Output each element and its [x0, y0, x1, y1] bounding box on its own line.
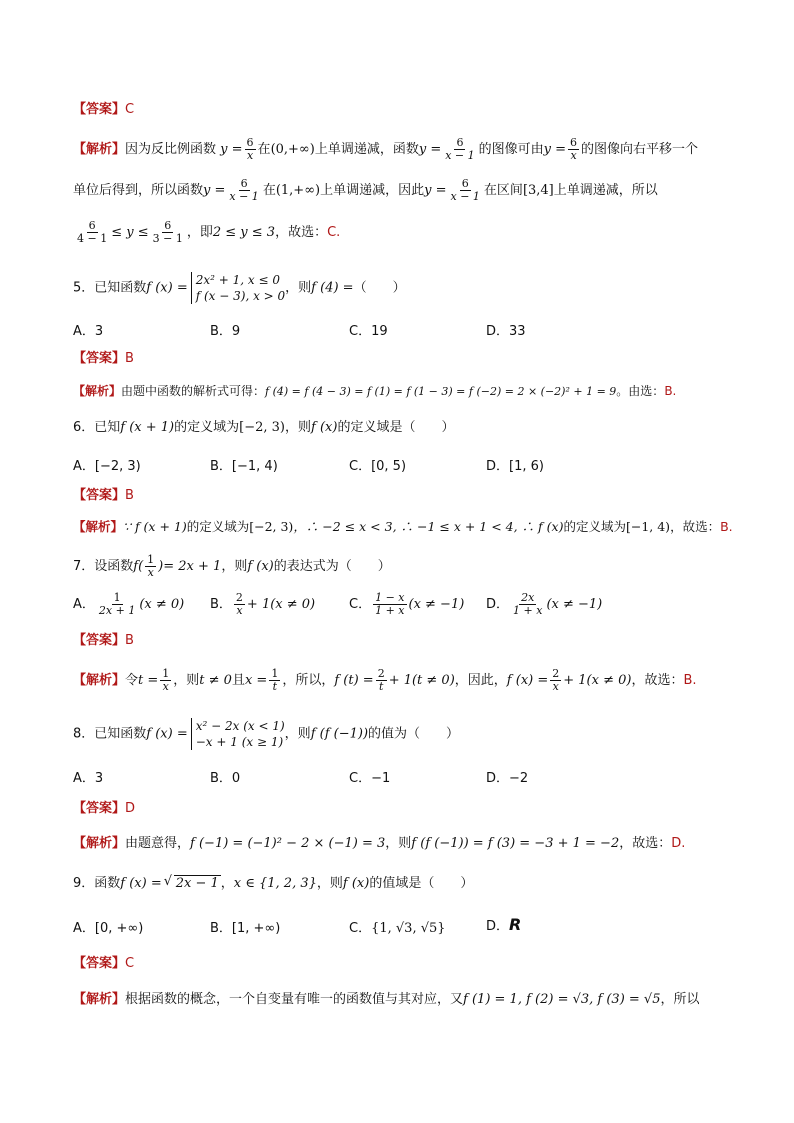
- math-inline: (0,+∞): [270, 142, 315, 157]
- text: ，故选：: [631, 673, 684, 688]
- text: ，则: [285, 420, 312, 435]
- q8-stem: [73, 718, 459, 750]
- q9-analysis-line: [73, 991, 700, 1009]
- text: 的值为（ ）: [368, 726, 460, 742]
- math-inline: [−2, 3): [249, 519, 294, 534]
- analysis-tag: 【解析】: [73, 384, 122, 398]
- math-inline: f (1) = 1, f (2) = √3, f (3) = √5: [463, 992, 661, 1007]
- case: −x + 1 (x ≥ 1): [195, 735, 284, 749]
- q5-option-d: D．33: [486, 324, 526, 339]
- text: ，则: [284, 726, 311, 742]
- math-inline: f (x) =: [506, 673, 549, 688]
- text: ，即: [186, 225, 213, 240]
- q9-option-c: [349, 917, 446, 936]
- math-inline: = 2x + 1: [163, 559, 222, 574]
- choice-value: C.: [327, 225, 341, 240]
- text: （ ）: [353, 280, 406, 296]
- text: ，故选：: [619, 836, 672, 851]
- math-inline: y =: [424, 183, 447, 198]
- math-inline: t =: [138, 673, 159, 688]
- fraction: $\frac{1}{x}$: [162, 667, 170, 693]
- answer-value: B: [125, 488, 134, 503]
- piecewise: [191, 718, 285, 750]
- text: ，则: [316, 876, 343, 891]
- q6-option-a: A．[−2, 3): [73, 459, 141, 474]
- analysis-tag: 【解析】: [73, 519, 124, 534]
- q8-option-d: D．−2: [486, 771, 529, 786]
- text: 的图像可由: [478, 142, 544, 157]
- math-inline: f (f (−1)) = f (3) = −3 + 1 = −2: [411, 836, 620, 851]
- q4-answer-line: [73, 101, 134, 119]
- math-inline: f (f (−1)): [310, 726, 369, 742]
- math-inline: x ∈ {1, 2, 3}: [233, 876, 317, 891]
- math-inline: t ≠ 0: [199, 673, 232, 688]
- q8-option-c: C．−1: [349, 771, 391, 786]
- case: x² − 2x (x < 1): [195, 719, 285, 733]
- q6-analysis-line: [73, 518, 733, 536]
- q5-option-c: C．19: [349, 324, 388, 339]
- fraction: $\frac{2}{t}$: [377, 667, 385, 693]
- math-inline: ): [158, 559, 164, 574]
- math-inline: f: [133, 559, 139, 574]
- text: 因为反比例函数: [125, 142, 217, 157]
- question-stem: 8．已知函数: [73, 726, 147, 742]
- q7-option-a: [73, 592, 184, 617]
- text: ，所以，: [282, 673, 335, 688]
- text: ，则: [285, 280, 312, 296]
- math-inline: + 1(x ≠ 0): [246, 597, 316, 612]
- q6-option-c: C．[0, 5): [349, 459, 407, 474]
- text: 令: [125, 673, 139, 688]
- math-inline: f (x + 1): [120, 420, 175, 435]
- text: 由题中函数的解析式可得：: [121, 384, 266, 398]
- q6-stem: [73, 419, 454, 437]
- q6-option-b: B．[−1, 4): [210, 459, 278, 474]
- text: ，故选：: [670, 519, 721, 534]
- fraction: $\frac{1}{x}$: [147, 553, 155, 579]
- math-inline: [−1, 4): [625, 519, 671, 534]
- q9-option-b: B．[1, +∞): [210, 921, 281, 936]
- text: 由题意得，: [125, 836, 191, 851]
- text: 在: [257, 142, 271, 157]
- fraction: $\frac{2x}{1 + x}$: [513, 591, 543, 617]
- option-label: B．: [210, 597, 232, 612]
- math-inline: (x ≠ 0): [139, 597, 185, 612]
- text: 上单调递减，函数: [314, 142, 419, 157]
- math-inline: f (x) =: [146, 726, 188, 742]
- fraction: $\frac{6}{x - 1}$: [450, 177, 480, 203]
- math-inline: ≤ y ≤: [111, 225, 149, 240]
- choice-value: B.: [664, 384, 677, 398]
- analysis-tag: 【解析】: [73, 673, 126, 688]
- q5-option-b: B．9: [210, 324, 241, 339]
- choice-value: B.: [683, 673, 697, 688]
- math-inline: x =: [244, 673, 268, 688]
- math-inline: {1, √3, √5}: [371, 921, 446, 936]
- question-stem: 9．函数: [73, 876, 121, 891]
- q7-stem: [73, 554, 391, 579]
- text: 上单调递减，因此: [320, 183, 425, 198]
- text: 的定义域为: [563, 519, 626, 534]
- math-inline: + 1(x ≠ 0): [563, 673, 632, 688]
- math-inline: 2 ≤ y ≤ 3: [212, 225, 276, 240]
- math-inline: (x ≠ −1): [408, 597, 465, 612]
- math-inline: [−2, 3): [239, 420, 285, 435]
- q4-analysis-line-2: [73, 178, 658, 203]
- text: 上单调递减，所以: [553, 183, 658, 198]
- fraction: $\frac{1 - x}{1 + x}$: [375, 591, 405, 617]
- q5-analysis-line: [73, 382, 676, 401]
- text: 单位后得到，所以函数: [73, 183, 204, 198]
- text: ，则: [385, 836, 412, 851]
- question-stem: 5．已知函数: [73, 280, 147, 296]
- math-inline: R: [509, 915, 522, 934]
- answer-value: D: [125, 801, 136, 816]
- q9-option-d: [486, 915, 521, 934]
- math-inline: f (x): [247, 559, 274, 574]
- text: 在: [262, 183, 276, 198]
- q8-option-b: B．0: [210, 771, 241, 786]
- fraction: $\frac{2}{x}$: [235, 591, 243, 617]
- answer-value: B: [125, 351, 134, 366]
- math-inline: [3,4]: [522, 183, 554, 198]
- math-inline: + 1(t ≠ 0): [388, 673, 455, 688]
- q5-answer-line: [73, 350, 134, 368]
- fraction: $\frac{6}{x - 1}$: [445, 136, 475, 162]
- answer-tag: 【答案】: [73, 351, 126, 366]
- text: ，: [220, 876, 234, 891]
- case: f (x − 3), x > 0: [195, 289, 286, 303]
- answer-value: C: [125, 102, 135, 117]
- text: ，故选：: [275, 225, 328, 240]
- text: 在区间: [483, 183, 523, 198]
- text: 且: [231, 673, 245, 688]
- q7-answer-line: [73, 632, 134, 650]
- option-label: C．: [349, 597, 372, 612]
- q6-option-d: D．[1, 6): [486, 459, 544, 474]
- analysis-tag: 【解析】: [73, 992, 126, 1007]
- math-inline: f (x) =: [120, 876, 162, 891]
- answer-value: C: [125, 956, 135, 971]
- text: 的表达式为（ ）: [273, 559, 391, 574]
- text: ，则: [221, 559, 248, 574]
- math-inline: f (x): [311, 420, 338, 435]
- math-inline: ，∴ −2 ≤ x < 3, ∴ −1 ≤ x + 1 < 4, ∴ f (x): [293, 519, 564, 534]
- q7-option-c: [349, 592, 464, 617]
- fraction: $\frac{6}{3 - 1}$: [152, 219, 183, 245]
- q8-option-a: A．3: [73, 771, 104, 786]
- q4-analysis-line-1: [73, 137, 698, 162]
- text: ，因此，: [454, 673, 507, 688]
- fraction: $\frac{6}{4 - 1}$: [77, 219, 108, 245]
- math-inline: y =: [220, 142, 243, 157]
- sqrt: [164, 875, 221, 893]
- math-inline: f (−1) = (−1)² − 2 × (−1) = 3: [190, 836, 386, 851]
- option-label: D．: [486, 919, 510, 934]
- option-label: C．: [349, 921, 372, 936]
- fraction: $\frac{1}{2x + 1}$: [98, 591, 136, 617]
- math-inline: (1,+∞): [275, 183, 321, 198]
- math-inline: y =: [203, 183, 226, 198]
- answer-tag: 【答案】: [73, 488, 126, 503]
- fraction: $\frac{6}{x - 1}$: [229, 177, 259, 203]
- option-label: D．: [486, 597, 510, 612]
- radicand: 2x − 1: [175, 876, 219, 891]
- q9-answer-line: [73, 955, 134, 973]
- math-inline: (: [138, 559, 144, 574]
- math-inline: (x ≠ −1): [546, 597, 603, 612]
- q5-option-a: A．3: [73, 324, 104, 339]
- q5-stem: [73, 272, 406, 304]
- text: 的定义域是（ ）: [337, 420, 455, 435]
- answer-value: B: [125, 633, 134, 648]
- q4-analysis-line-3: [73, 220, 340, 245]
- math-inline: f (4) =: [311, 280, 354, 296]
- math-inline: f (x): [342, 876, 370, 891]
- q8-analysis-line: [73, 835, 685, 853]
- option-label: A．: [73, 597, 95, 612]
- text: 。由选：: [616, 384, 665, 398]
- fraction: $\frac{6}{x}$: [246, 136, 254, 162]
- text: 的值域是（ ）: [369, 876, 474, 891]
- case: 2x² + 1, x ≤ 0: [195, 273, 280, 287]
- fraction: $\frac{6}{x}$: [570, 136, 578, 162]
- q8-answer-line: [73, 800, 135, 818]
- text: ，则: [173, 673, 200, 688]
- question-stem: 6．已知: [73, 420, 121, 435]
- math-inline: y =: [543, 142, 567, 157]
- piecewise: [191, 272, 285, 304]
- q7-option-b: [210, 592, 315, 617]
- answer-tag: 【答案】: [73, 801, 126, 816]
- choice-value: B.: [720, 519, 733, 534]
- math-inline: f (x) =: [146, 280, 188, 296]
- q6-answer-line: [73, 487, 134, 505]
- text: 的定义域为: [186, 519, 250, 534]
- math-inline: ∵ f (x + 1): [123, 519, 187, 534]
- text: 的图像向右平移一个: [581, 142, 699, 157]
- q7-option-d: [486, 592, 602, 617]
- math-inline: f (4) = f (4 − 3) = f (1) = f (1 − 3) = f (−2) = 2 × (−2)² + 1 = 9: [265, 385, 617, 398]
- answer-tag: 【答案】: [73, 102, 126, 117]
- choice-value: D.: [671, 836, 686, 851]
- q7-analysis-line: [73, 668, 697, 693]
- math-inline: y =: [418, 142, 442, 157]
- analysis-tag: 【解析】: [73, 836, 126, 851]
- q9-stem: [73, 875, 473, 893]
- text: 的定义域为: [174, 420, 240, 435]
- analysis-tag: 【解析】: [73, 142, 126, 157]
- question-stem: 7．设函数: [73, 559, 134, 574]
- text: 根据函数的概念，一个自变量有唯一的函数值与其对应，又: [125, 992, 464, 1007]
- fraction: $\frac{1}{t}$: [271, 667, 279, 693]
- text: ，所以: [660, 992, 700, 1007]
- answer-tag: 【答案】: [73, 633, 126, 648]
- fraction: $\frac{2}{x}$: [552, 667, 560, 693]
- q9-option-a: A．[0, +∞): [73, 921, 144, 936]
- math-inline: f (t) =: [334, 673, 374, 688]
- answer-tag: 【答案】: [73, 956, 126, 971]
